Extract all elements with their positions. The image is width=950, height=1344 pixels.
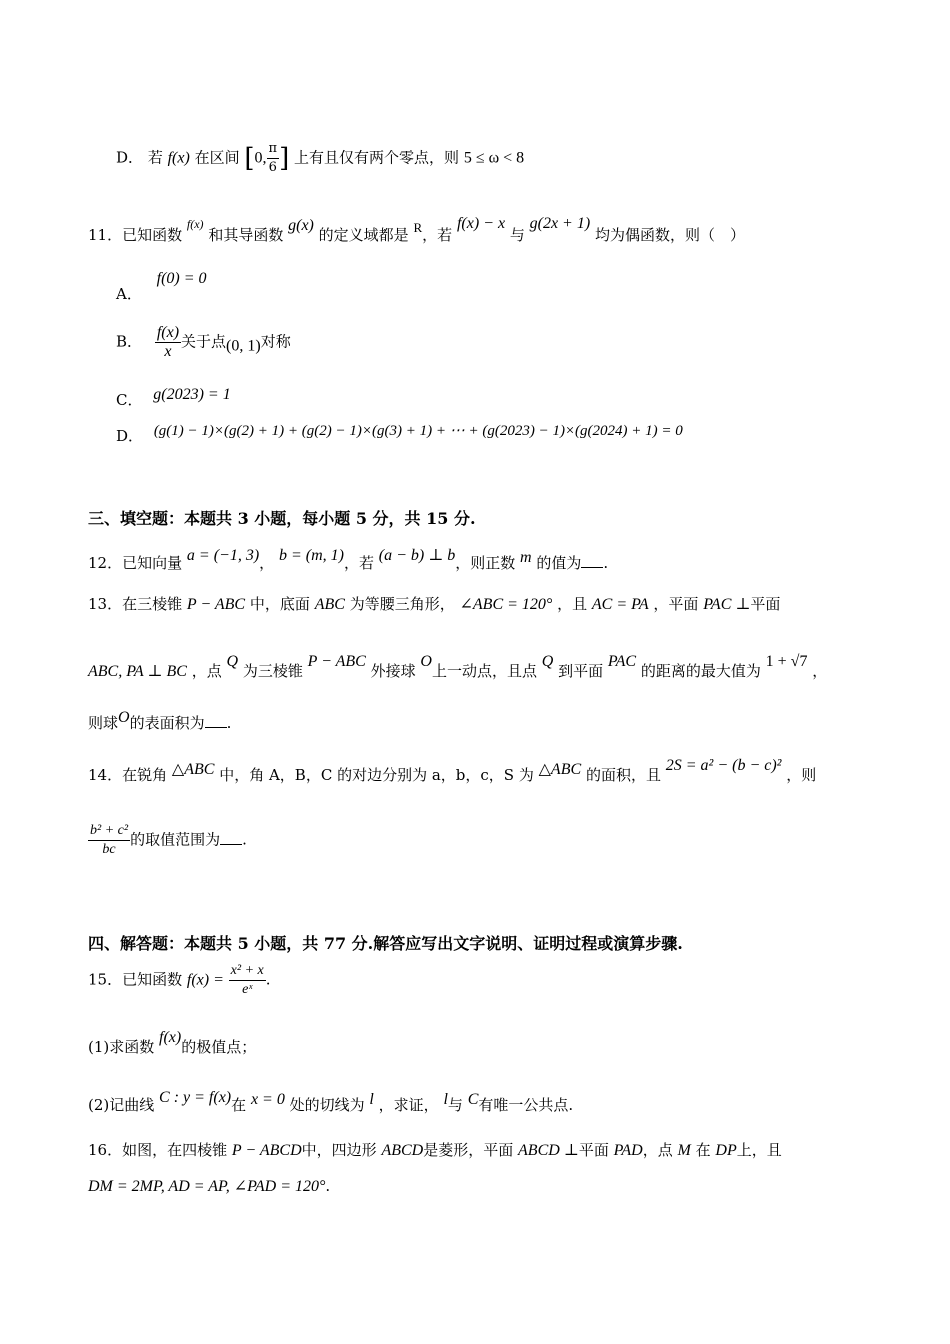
answer-blank[interactable] [581, 553, 603, 568]
section-fill-in-title: 三、填空题：本题共 3 小题，每小题 5 分，共 15 分. [88, 509, 476, 528]
pi-over-six: $\frac{\pi}{6}$ [268, 141, 278, 175]
q11-option-d: D． (g(1) − 1)×(g(2) + 1) + (g(2) − 1)×(g(3) + 1) + ⋯ + (g(2023) − 1)×(g(2024) + 1) = 0 [116, 423, 683, 445]
option-label: A． [116, 285, 142, 303]
option-label: B． [116, 332, 143, 351]
q14-line2: $\frac{\text{b² + c²}}{bc}$ 的取值范围为 . [90, 823, 247, 857]
question-number: 13． [88, 595, 123, 613]
q11-option-a: A． f(0) = 0 [116, 270, 207, 303]
question-number: 11． [88, 226, 123, 244]
q11-option-c: C． g(2023) = 1 [116, 386, 231, 409]
q11-option-b: B． $\frac{f(x)}{x}$ 关于点(0, 1)对称 [116, 324, 291, 360]
question-number: 16． [88, 1141, 123, 1159]
right-bracket: ] [279, 143, 290, 174]
answer-blank[interactable] [220, 830, 242, 845]
q10-option-d: D． 若 f(x) 在区间 [0, $\frac{\pi}{6}$ ] 上有且仅有两个零点，则 5 ≤ ω < 8 [116, 141, 525, 175]
left-bracket: [ [244, 143, 255, 174]
q11-stem: 11．已知函数 $^{f(x)}$ 和其导函数 g(x) 的定义域都是 R，若 f(x) − x 与 g(2x + 1) 均为偶函数，则（ ） [88, 215, 745, 244]
q16-line2: DM = 2MP, AD = AP, ∠PAD = 120°. [88, 1177, 331, 1195]
q15-part1: (1)求函数 f(x)的极值点； [88, 1029, 257, 1056]
q16-line1: 16．如图，在四棱锥 P − ABCD中，四边形 ABCD是菱形，平面 ABCD ⊥平面 PAD，点 M 在 DP上，且 [88, 1141, 782, 1159]
question-number: 15． [88, 970, 123, 989]
q13-line2: ABC, PA ⊥ BC ，点 Q 为三棱锥 P − ABC 外接球 O上一动点，且点 Q 到平面 PAC 的距离的最大值为 1 + √7 ， [88, 653, 828, 680]
q15-part2: (2)记曲线 C : y = f(x)在 x = 0 处的切线为 l ，求证， l与 C有唯一公共点. [88, 1089, 574, 1114]
question-number: 12． [88, 554, 123, 572]
section-answer-title: 四、解答题：本题共 5 小题，共 77 分.解答应写出文字说明、证明过程或演算步骤. [88, 934, 683, 953]
option-label: D． [116, 427, 144, 445]
q12-stem: 12．已知向量 a = (−1, 3)， b = (m, 1)，若 (a − b) ⊥ b，则正数 m 的值为 . [88, 547, 609, 572]
option-label: D． [116, 148, 144, 167]
q13-line3: 则球O的表面积为 . [88, 709, 232, 732]
q15-stem: 15．已知函数 f(x) = $\frac{\text{x² + x}}{\text{eˣ}}$ . [88, 963, 271, 997]
q13-line1: 13．在三棱锥 P − ABC 中，底面 ABC 为等腰三角形， ∠ABC = 120° ，且 AC = PA ，平面 PAC ⊥平面 [88, 595, 781, 613]
math-inequality: 5 ≤ ω < 8 [463, 149, 525, 167]
q14-line1: 14．在锐角 △ABC 中，角 A，B，C 的对边分别为 a，b，c，S 为 △ABC 的面积，且 2S = a² − (b − c)² ，则 [88, 757, 817, 784]
answer-blank[interactable] [205, 713, 227, 728]
question-number: 14． [88, 766, 123, 784]
option-label: C． [116, 391, 143, 409]
math-fx: f(x) [167, 149, 190, 167]
